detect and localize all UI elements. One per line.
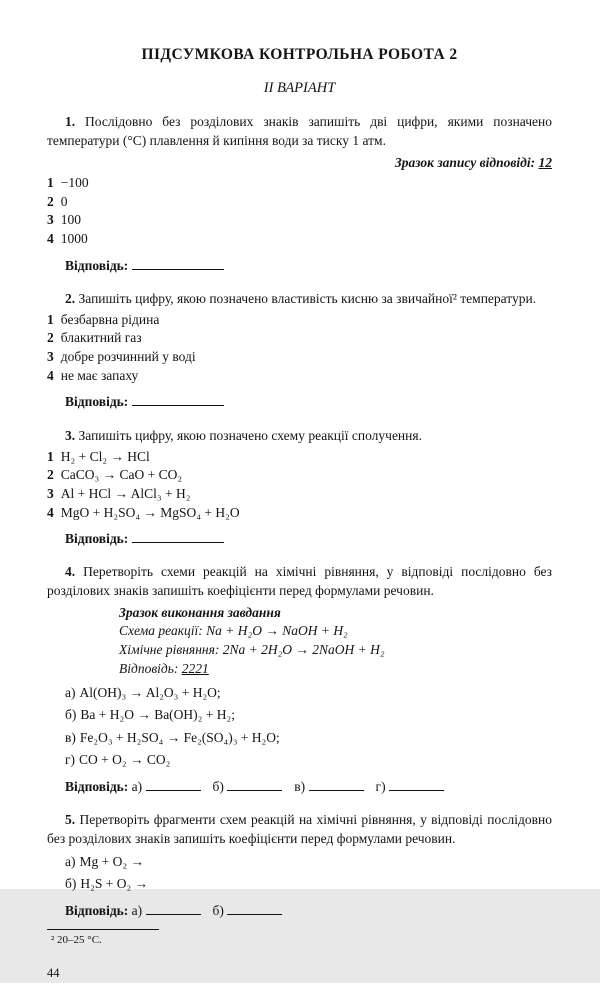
question-4-text: 4. Перетворіть схеми реакцій на хімічні рівняння, у відповіді послідовно без розділових знаків запишіть коефіцієнти перед формулами речовин. <box>47 564 553 599</box>
worked-example-answer-value: 2221 <box>181 660 209 676</box>
question-1-options <box>47 174 552 249</box>
scheme-item: г) CO + O₂ → CO₂ <box>65 751 171 767</box>
variant-heading: II ВАРІАНТ <box>263 80 336 96</box>
question-number: 2. <box>65 290 76 306</box>
answer-blank <box>309 778 364 791</box>
question-number: 1. <box>65 113 76 129</box>
option-row: 4 1000 <box>47 230 88 246</box>
sample-answer-value: 12 <box>538 154 552 170</box>
option-row: 3 добре розчинний у воді <box>47 349 196 365</box>
question-2-options <box>47 311 552 386</box>
answer-blank <box>227 902 282 915</box>
footnote-divider <box>47 929 159 930</box>
question-3-options <box>47 448 552 523</box>
question-1-text: 1. Послідовно без розділових знаків запишіть дві цифри, якими позначено температури (°С) плавлення й кипіння води за тиску 1 атм. <box>47 113 552 148</box>
option-row: 2 блакитний газ <box>47 330 142 346</box>
scheme-item: в) Fe₂O₃ + H₂SO₄ → Fe₂(SO₄)₃ + H₂O; <box>65 729 280 745</box>
question-3 <box>47 421 552 558</box>
scheme-item: б) H₂S + O₂ → <box>65 875 149 891</box>
answer-blank <box>146 778 201 791</box>
question-1 <box>47 107 552 284</box>
answer-blank <box>132 530 224 543</box>
answer-blank <box>389 778 444 791</box>
question-2 <box>47 284 552 421</box>
answer-line: Відповідь: <box>47 529 552 548</box>
question-number: 4. <box>65 564 76 580</box>
sample-answer-line: Зразок запису відповіді: 12 <box>394 154 552 170</box>
answer-line: Відповідь: а) б) в) г) <box>47 777 552 796</box>
question-3-text: 3. Запишіть цифру, якою позначено схему реакції сполучення. <box>65 427 422 443</box>
answer-line: Відповідь: а) б) <box>47 901 552 920</box>
question-5-items <box>65 852 552 895</box>
page-title: ПІДСУМКОВА КОНТРОЛЬНА РОБОТА 2 <box>141 46 458 63</box>
reaction-row: 4 MgO + H₂SO₄ → MgSO₄ + H₂O <box>47 504 240 520</box>
answer-blank <box>132 393 224 406</box>
answer-line: Відповідь: <box>47 256 552 275</box>
scheme-item: а) Al(OH)₃ → Al₂O₃ + H₂O; <box>65 685 221 701</box>
option-row: 1 безбарвна рідина <box>47 311 160 327</box>
worked-example <box>119 604 552 679</box>
worked-example-answer: Відповідь: 2221 <box>119 660 209 676</box>
worked-example-heading: Зразок виконання завдання <box>119 604 281 620</box>
question-number: 5. <box>65 812 76 828</box>
option-row: 1 −100 <box>47 175 89 191</box>
reaction-row: 3 Al + HCl → AlCl₃ + H₂ <box>47 485 191 501</box>
page-number: 44 <box>47 965 60 980</box>
option-row: 4 не має запаху <box>47 367 139 383</box>
footnote-text: ² 20–25 °С. <box>51 934 102 947</box>
answer-blank <box>146 902 201 915</box>
question-2-text: 2. Запишіть цифру, якою позначено властивість кисню за звичайної² температури. <box>65 290 537 306</box>
question-4 <box>47 557 552 805</box>
option-row: 3 100 <box>47 212 81 228</box>
answer-line: Відповідь: <box>47 392 552 411</box>
question-5-text: 5. Перетворіть фрагменти схем реакцій на хімічні рівняння, у відповіді послідовно без розділових знаків запишіть коефіцієнти перед формулами речовин. <box>47 812 552 847</box>
reaction-row: 2 CaCO₃ → CaO + CO₂ <box>47 467 183 483</box>
question-4-items <box>65 683 552 770</box>
scheme-item: б) Ba + H₂O → Ba(OH)₂ + H₂; <box>65 707 235 723</box>
reaction-row: 1 H₂ + Cl₂ → HCl <box>47 448 150 464</box>
worked-example-scheme: Схема реакції: Na + H₂O → NaOH + H₂ <box>119 623 348 639</box>
option-row: 2 0 <box>47 193 68 209</box>
answer-blank <box>132 257 224 270</box>
scheme-item: а) Mg + O₂ → <box>65 853 144 869</box>
question-5 <box>47 805 552 929</box>
page-footer <box>47 929 552 982</box>
worked-example-equation: Хімічне рівняння: 2Na + 2H₂O → 2NaOH + H₂ <box>119 641 385 657</box>
answer-blank <box>227 778 282 791</box>
question-number: 3. <box>65 427 76 443</box>
